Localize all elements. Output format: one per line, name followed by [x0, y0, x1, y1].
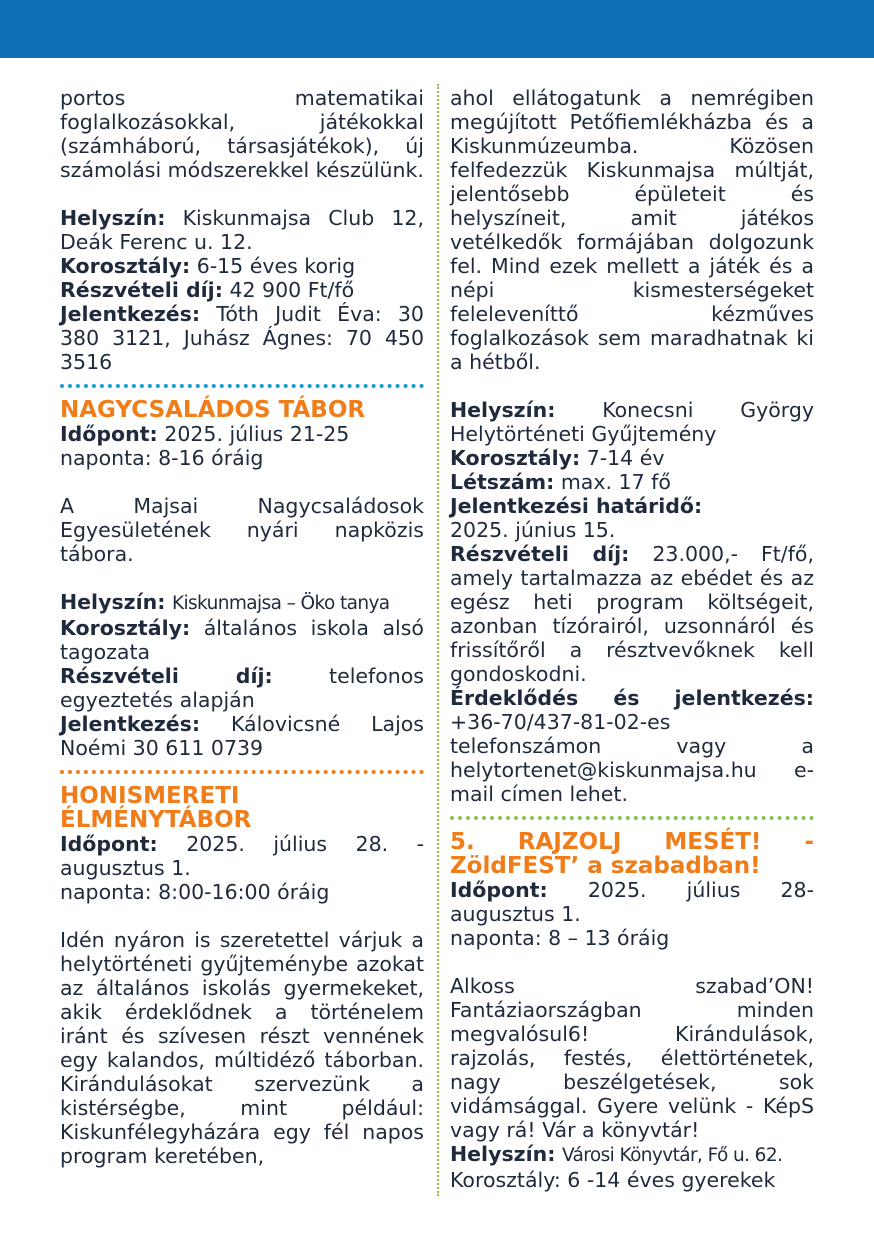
label: Helyszín: [450, 1142, 556, 1166]
camp2-fee [60, 664, 424, 712]
label: Időpont: [60, 422, 158, 446]
camp3-title-line1: HONISMERETI [60, 783, 240, 809]
camp5-title: 5. RAJZOLJ MESÉT! - ZöldFEST’ a szabadban! [450, 829, 814, 879]
value: 2025. július 21-25 [164, 422, 350, 446]
label: Jelentkezés: [60, 712, 201, 736]
camp5-location [450, 1142, 814, 1168]
label: Időpont: [60, 832, 158, 856]
camp3-deadline-label: Jelentkezési határidő: [450, 494, 703, 518]
section-divider [450, 816, 814, 820]
camp3-daily: naponta: 8:00-16:00 óráig [60, 880, 330, 904]
value: 7-14 év [586, 446, 665, 470]
value: általános iskola alsó tagozata [60, 616, 424, 664]
camp3-title-line2: ÉLMÉNYTÁBOR [60, 807, 252, 833]
value: 2025. július 28- augusztus 1. [450, 878, 814, 926]
label: Időpont: [450, 878, 548, 902]
value: telefonos egyeztetés alapján [60, 664, 424, 712]
value: max. 17 fő [560, 470, 671, 494]
label: Részvételi díj: [60, 278, 223, 302]
right-column [450, 86, 814, 1192]
camp2-title: NAGYCSALÁDOS TÁBOR [60, 397, 366, 423]
column-divider [437, 84, 439, 1196]
camp2-daily: naponta: 8-16 óráig [60, 446, 264, 470]
intro-text: portos matematikai foglalkozásokkal, játékokkal (számháború, társasjátékok), új számolási módszerekkel készülünk. [60, 86, 424, 182]
value: Konecsni György Helytörténeti Gyűjtemény [450, 398, 814, 446]
camp3-age [450, 446, 814, 470]
camp3-fee [450, 542, 814, 686]
camp3-time [60, 832, 424, 880]
camp2-apply [60, 712, 424, 760]
value: 6-15 éves korig [196, 254, 356, 278]
label: Korosztály: [450, 446, 581, 470]
camp2-age [60, 616, 424, 664]
label: Helyszín: [450, 398, 556, 422]
label: Érdeklődés és jelentkezés: [450, 686, 814, 710]
value: 2025. július 28. - augusztus 1. [60, 832, 424, 880]
math-age [60, 254, 424, 278]
header-bar [0, 0, 874, 58]
label: Részvételi díj: [60, 664, 273, 688]
value: Kiskunmajsa – Öko tanya [171, 593, 390, 614]
label: Helyszín: [60, 206, 166, 230]
value: Városi Könyvtár, Fő u. 62. [561, 1145, 783, 1166]
left-column [60, 86, 424, 1168]
camp3-location [450, 398, 814, 446]
value: Kálovicsné Lajos Noémi 30 611 0739 [60, 712, 424, 760]
label: Részvételi díj: [450, 542, 630, 566]
label: Helyszín: [60, 590, 166, 614]
camp2-time [60, 422, 424, 446]
value: Kiskunmajsa Club 12, Deák Ferenc u. 12. [60, 206, 424, 254]
camp3-deadline: 2025. június 15. [450, 518, 616, 542]
camp5-desc: Alkoss szabad’ON! Fantáziaországban minden megvalósul6! Kirándulások, rajzolás, festés, élettörténetek, nagy beszélgetések, sok vidámsággal. Gyere velünk - KépS vagy rá! Vár a könyvtár! [450, 974, 814, 1142]
value: 23.000,- Ft/fő, amely tartalmazza az ebédet és az egész heti program költségeit, azonban tízórairól, uzsonnáról és frissítőről a résztvevőknek kell gondoskodni. [450, 542, 814, 686]
camp2-location [60, 590, 424, 616]
section-divider [60, 384, 424, 388]
section-divider [60, 770, 424, 774]
math-location [60, 206, 424, 254]
camp5-time [450, 878, 814, 926]
label: Létszám: [450, 470, 555, 494]
camp3-count [450, 470, 814, 494]
value: Tóth Judit Éva: 30 380 3121, Juhász Ágnes: 70 450 3516 [60, 302, 424, 374]
camp2-desc: A Majsai Nagycsaládosok Egyesületének nyári napközis tábora. [60, 494, 424, 566]
math-apply [60, 302, 424, 374]
value: 42 900 Ft/fő [229, 278, 355, 302]
label: Jelentkezés: [60, 302, 201, 326]
camp5-age: Korosztály: 6 -14 éves gyerekek [450, 1168, 776, 1192]
math-fee [60, 278, 424, 302]
label: Korosztály: [60, 254, 191, 278]
label: Korosztály: [60, 616, 191, 640]
value: +36-70/437-81-02-es telefonszámon vagy a helytortenet@kiskunmajsa.hu e-mail címen lehet. [450, 710, 814, 806]
camp3-desc: Idén nyáron is szeretettel várjuk a helytörténeti gyűjteménybe azokat az általános iskolás gyermekeket, akik érdeklődnek a történelem iránt és szívesen részt vennének egy kalandos, múltidéző táborban. Kirándulásokat szervezünk a kistérségbe, mint például: Kiskunfélegyházára egy fél napos program keretében, [60, 928, 424, 1168]
camp3-desc-cont: ahol ellátogatunk a nemrégiben megújított Petőfiemlékházba és a Kiskunmúzeumba. Közösen felfedezzük Kiskunmajsa múltját, jelentősebb épületeit és helyszíneit, amit játékos vetélkedők formájában dolgozunk fel. Mind ezek mellett a játék és a népi kismesterségeket feleleveníttő kézműves foglalkozások sem maradhatnak ki a hétből. [450, 86, 814, 374]
camp3-contact [450, 686, 814, 806]
camp5-daily: naponta: 8 – 13 óráig [450, 926, 670, 950]
